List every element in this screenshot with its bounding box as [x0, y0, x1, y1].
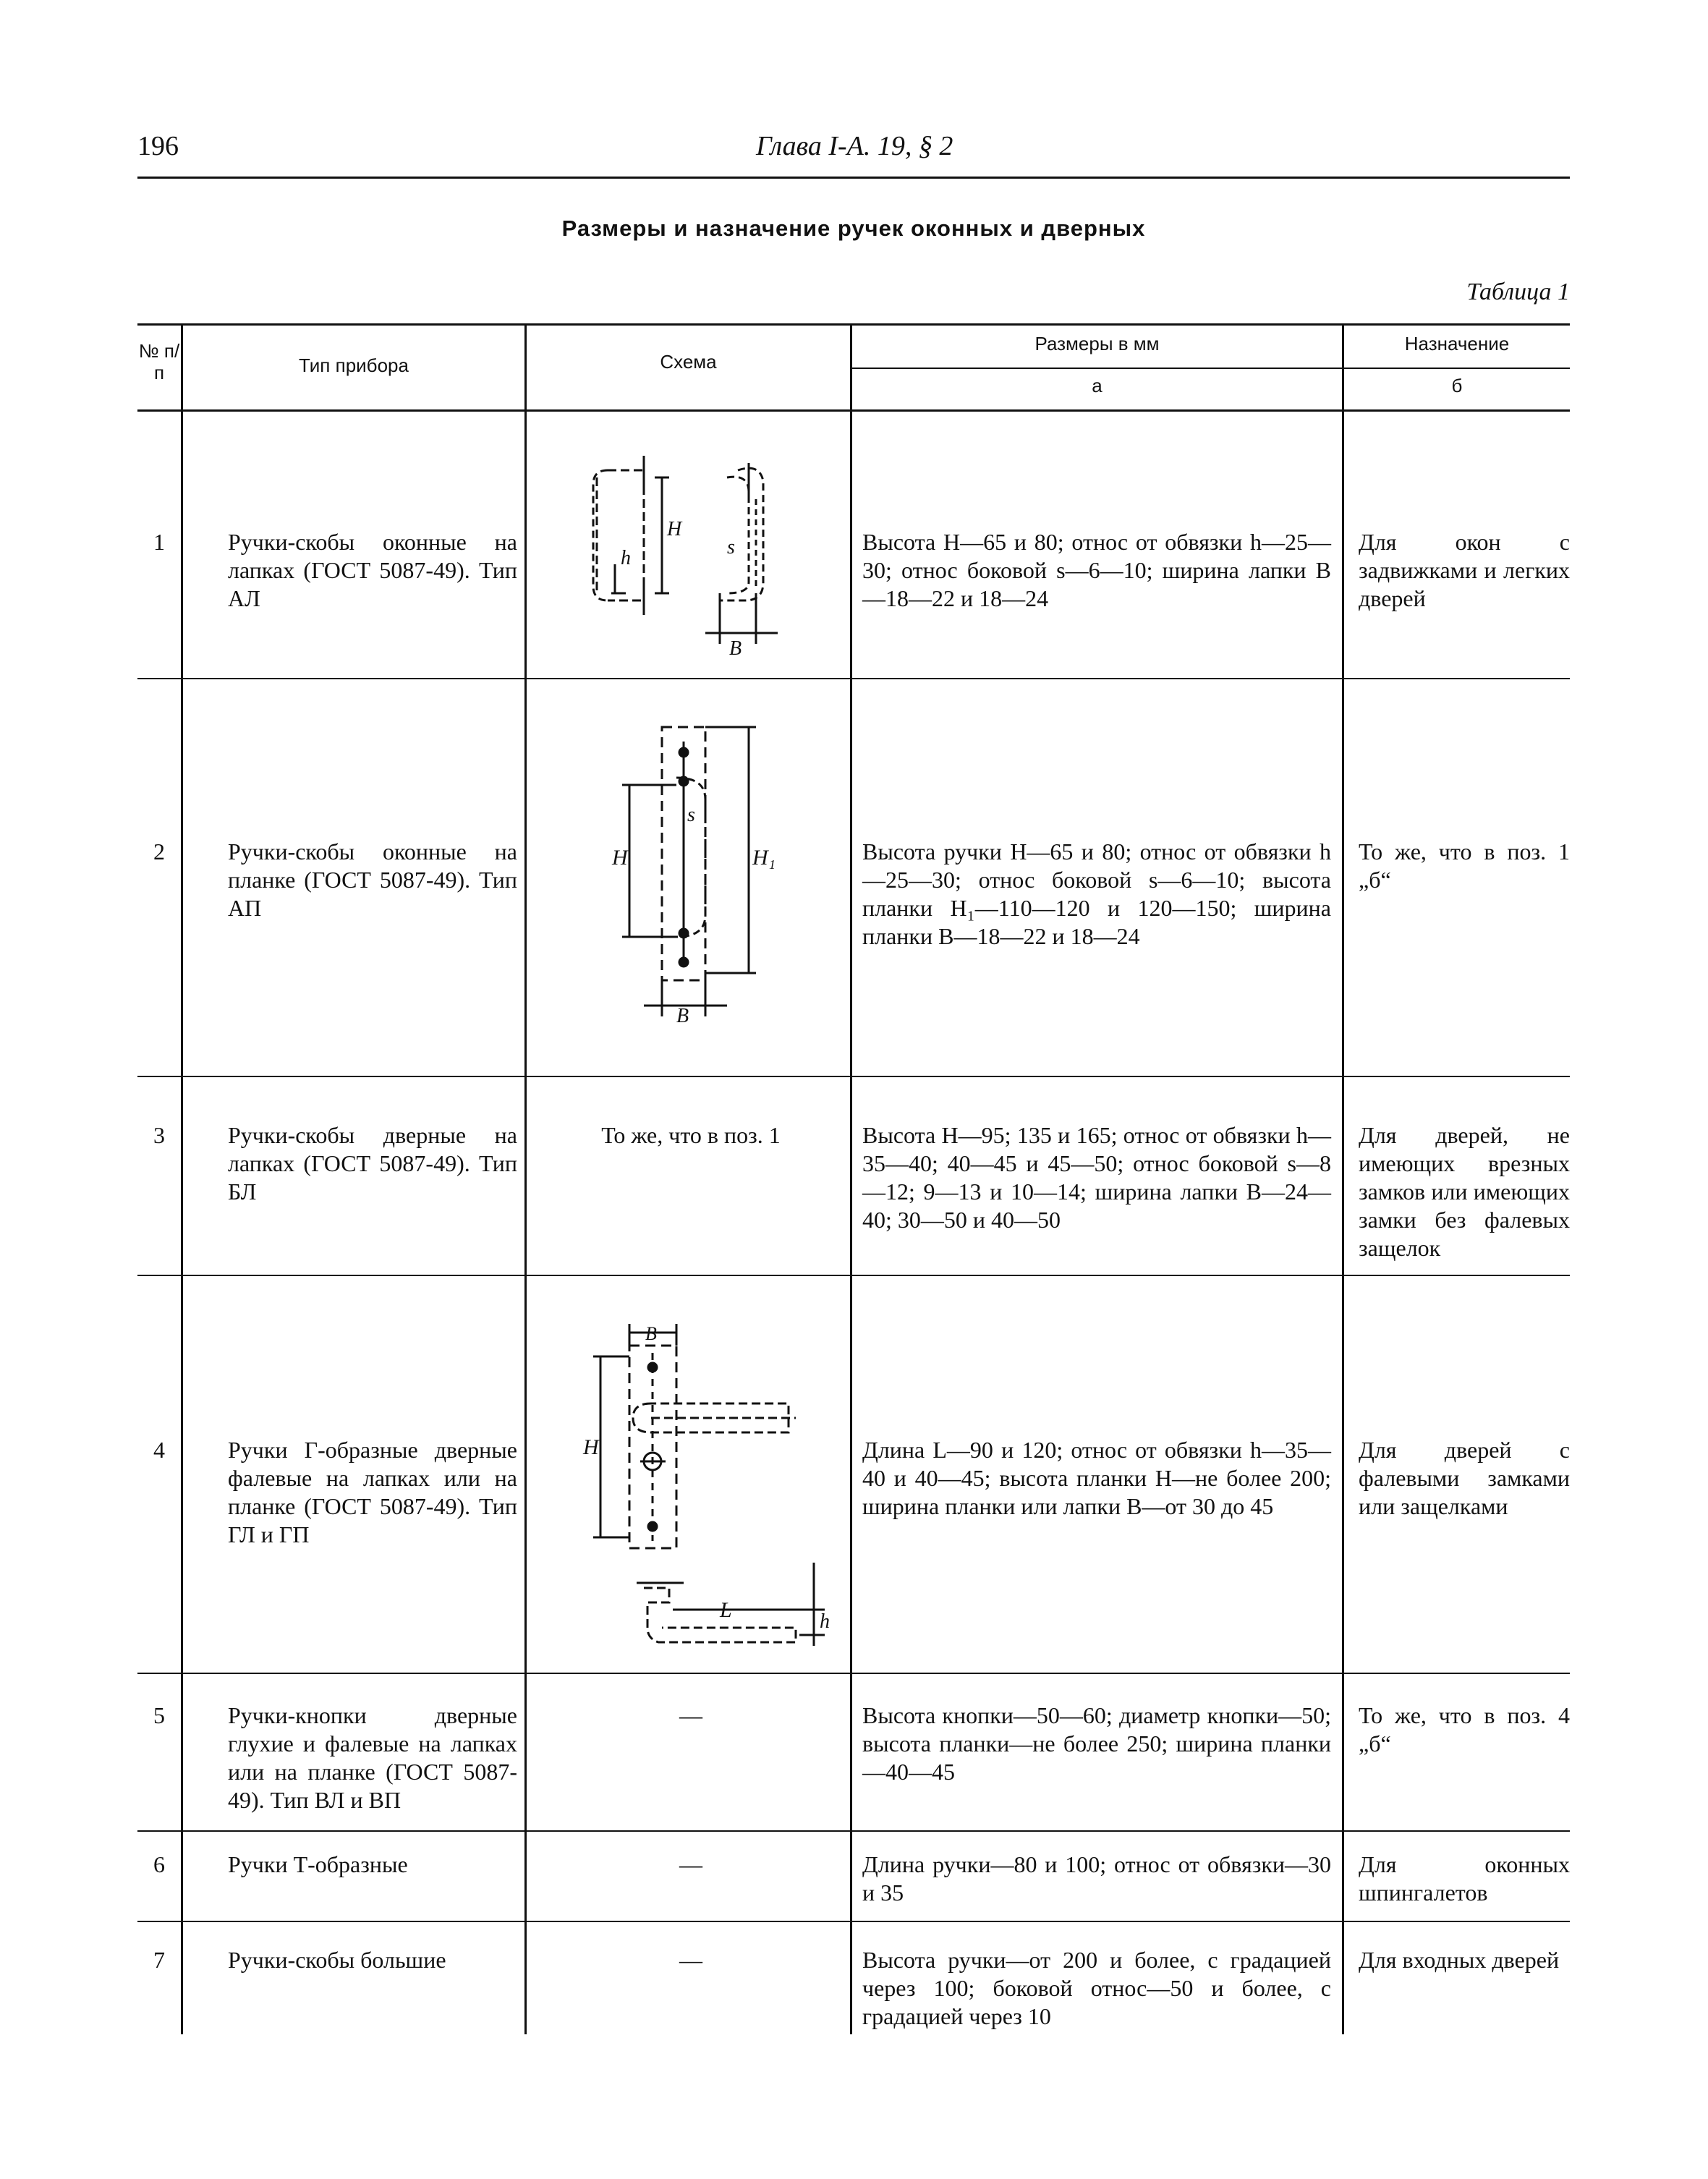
row-1-scheme-drawing	[572, 449, 817, 658]
row-6-sizes: Длина ручки—80 и 100; относ от обвязки—30 и 35	[862, 1851, 1331, 1906]
row-divider-1	[137, 678, 1570, 679]
scheme-label-B: B	[729, 637, 742, 658]
table-top-rule	[137, 323, 1570, 326]
scheme-label-B: B	[676, 1005, 689, 1024]
scheme-label-H: H	[583, 1435, 599, 1459]
page-number: 196	[137, 131, 179, 161]
row-2-sizes: Высота ручки H—65 и 80; относ от обвязки h—25—30; относ боковой s—6—10; высота планки H₁—110—120 и 120—150; ширина планки B—18—22 и 18—24	[862, 838, 1331, 949]
row-divider-3	[137, 1275, 1570, 1276]
row-4-num: 4	[153, 1437, 165, 1463]
table-label: Таблица 1	[1466, 279, 1570, 305]
row-2-type: Ручки-скобы оконные на планке (ГОСТ 5087-49). Тип АП	[228, 838, 517, 921]
header-rule	[137, 177, 1570, 179]
row-2-num: 2	[153, 838, 165, 865]
row-divider-6	[137, 1921, 1570, 1922]
header-bottom-rule	[137, 409, 1570, 412]
row-1-num: 1	[153, 529, 165, 555]
col-header-type: Тип прибора	[299, 354, 409, 376]
scheme-label-H1: H₁	[752, 846, 776, 870]
row-7-purpose: Для входных дверей	[1359, 1947, 1560, 1973]
row-3-scheme: То же, что в поз. 1	[601, 1122, 781, 1148]
row-1-sizes: Высота H—65 и 80; относ от обвязки h—25—30; относ боковой s—6—10; ширина лапки B—18—22 и 18—24	[862, 529, 1331, 611]
row-5-type: Ручки-кнопки дверные глухие и фалевые на лапках или на планке (ГОСТ 5087-49). Тип ВЛ и ВП	[228, 1702, 517, 1813]
scheme-label-H: H	[612, 846, 628, 870]
row-divider-4	[137, 1673, 1570, 1674]
row-4-scheme-drawing	[579, 1317, 839, 1664]
row-6-num: 6	[153, 1851, 165, 1877]
row-3-type: Ручки-скобы дверные на лапках (ГОСТ 5087-49). Тип БЛ	[228, 1122, 517, 1205]
col-header-sizes: Размеры в мм	[1034, 333, 1160, 354]
col-rule-1	[181, 323, 183, 2034]
row-5-scheme: —	[679, 1702, 702, 1728]
row-3-num: 3	[153, 1122, 165, 1148]
col-rule-3	[850, 323, 852, 2034]
scheme-label-s: s	[687, 804, 695, 826]
scheme-label-H: H	[667, 518, 682, 540]
row-1-purpose: Для окон с задвижками и легких дверей	[1359, 529, 1570, 611]
row-3-purpose: Для дверей, не имеющих врезных замков или имеющих замки без фалевых защелок	[1359, 1122, 1570, 1261]
scheme-label-h: h	[621, 547, 631, 569]
row-2-scheme-drawing	[608, 720, 796, 1024]
row-5-sizes: Высота кнопки—50—60; диаметр кнопки—50; высота планки—не более 250; ширина планки—40—45	[862, 1702, 1331, 1785]
row-7-num: 7	[153, 1947, 165, 1973]
scheme-label-h: h	[820, 1610, 830, 1633]
row-5-num: 5	[153, 1702, 165, 1728]
col-header-num: № п/п	[138, 340, 180, 383]
row-6-type: Ручки Т-образные	[228, 1851, 408, 1877]
row-4-purpose: Для дверей с фалевыми замками или защелками	[1359, 1437, 1570, 1519]
col-header-scheme: Схема	[660, 351, 717, 373]
row-divider-5	[137, 1830, 1570, 1832]
row-4-sizes: Длина L—90 и 120; относ от обвязки h—35—40 и 40—45; высота планки H—не более 200; ширина планки или лапки B—от 30 до 45	[862, 1437, 1331, 1519]
row-6-scheme: —	[679, 1851, 702, 1877]
table-title: Размеры и назначение ручек оконных и дверных	[561, 216, 1146, 241]
col-subheader-a: а	[1092, 375, 1102, 396]
row-1-type: Ручки-скобы оконные на лапках (ГОСТ 5087-49). Тип АЛ	[228, 529, 517, 611]
scheme-label-s: s	[727, 536, 735, 558]
col-header-purpose: Назначение	[1404, 333, 1510, 354]
row-5-purpose: То же, что в поз. 4 „б“	[1359, 1702, 1570, 1757]
row-divider-2	[137, 1076, 1570, 1077]
row-4-type: Ручки Г-образные дверные фалевые на лапках или на планке (ГОСТ 5087-49). Тип ГЛ и ГП	[228, 1437, 517, 1547]
col-rule-4	[1342, 323, 1344, 2034]
row-7-scheme: —	[679, 1947, 702, 1973]
header-subrule	[850, 368, 1570, 369]
row-2-purpose: То же, что в поз. 1 „б“	[1359, 838, 1570, 893]
scheme-label-B: B	[645, 1323, 657, 1344]
row-6-purpose: Для оконных шпингалетов	[1359, 1851, 1570, 1906]
row-7-type: Ручки-скобы большие	[228, 1947, 446, 1973]
row-3-sizes: Высота H—95; 135 и 165; относ от обвязки h—35—40; 40—45 и 45—50; относ боковой s—8—12; 9—13 и 10—14; ширина лапки B—24—40; 30—50 и 40—50	[862, 1122, 1331, 1233]
col-subheader-b: б	[1451, 375, 1463, 396]
row-7-sizes: Высота ручки—от 200 и более, с градацией через 100; боковой относ—50 и более, с градацией через 10	[862, 1947, 1331, 2029]
col-rule-2	[524, 323, 527, 2034]
scheme-label-L: L	[720, 1598, 732, 1622]
chapter-heading: Глава I-А. 19, § 2	[756, 131, 953, 161]
